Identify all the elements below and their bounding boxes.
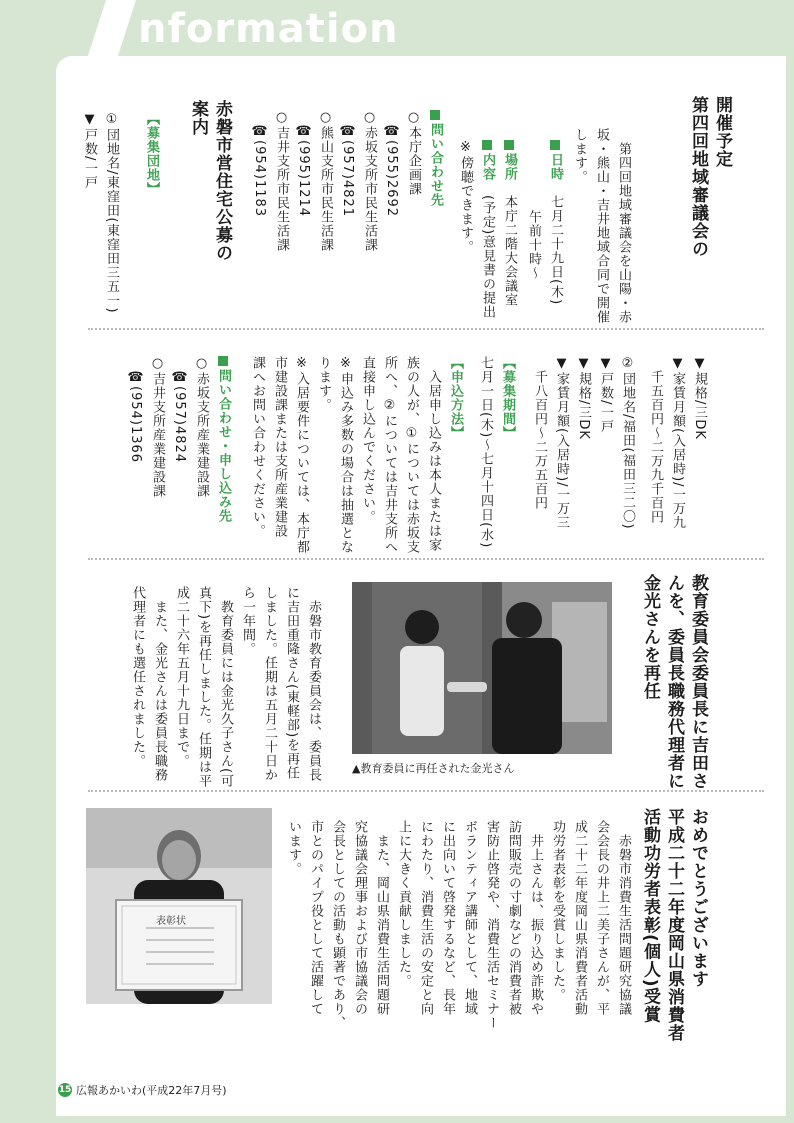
- s1-contact-4: ☎(957)4821: [340, 110, 355, 218]
- s1-contact-5: ○熊山支所市民生活課: [318, 110, 333, 252]
- green-square: [504, 140, 514, 150]
- s1-content-value: (予定)意見書の提出: [480, 195, 495, 320]
- s2-apply-label: 【申込方法】: [448, 356, 463, 440]
- s2-title-line1: 赤磐市営住宅公募の: [212, 100, 232, 262]
- page-number: 15: [58, 1085, 72, 1095]
- s2-contact: [212, 356, 234, 523]
- s3-body-4: ら一年間。: [240, 586, 255, 656]
- s1-date-label: 日時: [548, 153, 563, 181]
- s1-contact-1: ○本庁企画課: [406, 110, 421, 196]
- s4-title-line3: 活動功労者表彰(個人)受賞: [640, 808, 660, 1024]
- green-square: [430, 110, 440, 120]
- s1-body-3: します。: [572, 128, 587, 184]
- s1-content-label: 内容: [480, 153, 495, 181]
- s3-body-8: また、金光さんは委員長職務: [152, 586, 167, 782]
- s3-title-line2: んを、委員長職務代理者に: [664, 574, 684, 790]
- s2-contact-4: ☎(954)1366: [128, 356, 143, 464]
- photo-inoue-illustration: [86, 808, 272, 1004]
- s1-body-2: 坂・熊山・吉井地域合同で開催: [594, 128, 609, 324]
- s2-contact-3: ○吉井支所産業建設課: [150, 356, 165, 498]
- s2-period-value: 七月一日(木)～七月十四日(水): [478, 356, 493, 549]
- green-square: [482, 140, 492, 150]
- divider: [88, 328, 764, 330]
- s1-place-label: 場所: [502, 153, 517, 181]
- divider: [88, 790, 764, 792]
- s3-body-9: 代理者にも選任されました。: [130, 586, 145, 768]
- s2-contact-1: ○赤坂支所産業建設課: [194, 356, 209, 498]
- s1-date: [544, 140, 566, 305]
- s2-spec2: ▼規格/三DK: [576, 356, 591, 440]
- s1-time: 午前十時～: [526, 210, 541, 280]
- footer: [58, 1082, 227, 1098]
- s4-body-3: 成二十二年度岡山県消費者活動: [572, 820, 587, 1016]
- s4-body-16: います。: [286, 820, 301, 876]
- s1-content: [476, 140, 498, 319]
- s2-period-label: 【募集期間】: [500, 356, 515, 440]
- s1-contact-6: ☎(995)1214: [296, 110, 311, 218]
- s2-apply-7: ※入居要件については、本庁都: [294, 356, 309, 554]
- s3-caption: ▲教育委員に再任された金光さん: [352, 762, 515, 775]
- s4-body-6: 訪問販売の寸劇などの消費者被: [506, 820, 521, 1016]
- s1-title-line2: 開催予定: [712, 96, 732, 168]
- s2-item2-units: ▼戸数/一戸: [598, 356, 613, 434]
- s1-body-1: 第四回地域審議会を山陽・赤: [616, 128, 631, 324]
- divider: [88, 558, 764, 560]
- s2-rent1-l2: 千五百円～二万九千百円: [648, 356, 663, 524]
- s1-contact-2: ☎(955)2692: [384, 110, 399, 218]
- photo-inoue: [86, 808, 272, 1004]
- s2-apply-5: ※申込み多数の場合は抽選とな: [338, 356, 353, 554]
- s1-contact-label: 問い合わせ先: [428, 123, 443, 207]
- photo-kanemitsu: [352, 582, 612, 754]
- s3-body-3: しました。任期は五月二十日か: [262, 586, 277, 782]
- s1-contact-8: ☎(954)1183: [252, 110, 267, 218]
- s3-body-6: 真下)を再任しました。任期は平: [196, 586, 211, 789]
- s2-item1: ①団地名/東窪田(東窪田三五一): [104, 112, 119, 314]
- s4-body-5: 井上さんは、振り込め詐欺や: [528, 820, 543, 1016]
- s2-item2: ②団地名/福田(福田三二〇): [620, 356, 635, 530]
- s3-title-line1: 教育委員会委員長に吉田さ: [688, 574, 708, 790]
- s4-title-line1: おめでとうございます: [688, 808, 708, 988]
- s2-recruit-label: 【募集団地】: [144, 112, 159, 196]
- s2-rent2-l2: 千八百円～二万五百円: [532, 356, 547, 510]
- s1-contact-3: ○赤坂支所市民生活課: [362, 110, 377, 252]
- s1-contact-7: ○吉井支所市民生活課: [274, 110, 289, 252]
- s2-rent2-l1: ▼家賃月額(入居時)/一万三: [554, 356, 569, 530]
- s3-body-1: 赤磐市教育委員会は、委員長: [306, 586, 321, 782]
- s2-title-line2: 案内: [188, 100, 208, 136]
- s4-body-1: 赤磐市消費生活問題研究協議: [616, 820, 631, 1016]
- s4-body-4: 功労者表彰を受賞しました。: [550, 820, 565, 1002]
- s1-contact: [424, 110, 446, 207]
- s2-contact-label: 問い合わせ・申し込み先: [216, 369, 231, 523]
- s2-apply-8: 市建設課または支所産業建設: [272, 356, 287, 538]
- s3-body-7: 成二十六年五月十九日まで。: [174, 586, 189, 768]
- s2-apply-6: ります。: [316, 356, 331, 412]
- s2-item1-units: ▼戸数/一戸: [82, 112, 97, 190]
- certificate-title: 表彰状: [156, 916, 186, 927]
- s1-title-line1: 第四回地域審議会の: [688, 96, 708, 258]
- footer-text: 広報あかいわ(平成22年7月号): [76, 1084, 227, 1097]
- s4-body-7: 害防止啓発や、消費生活セミナー: [484, 820, 499, 1030]
- s2-apply-9: 課へお問い合わせください。: [250, 356, 265, 538]
- s4-body-12: また、岡山県消費生活問題研: [374, 820, 389, 1016]
- s1-place-value: 本庁二階大会議室: [502, 195, 517, 307]
- s2-spec1: ▼規格/三DK: [692, 356, 707, 440]
- s3-body-5: 教育委員には金光久子さん(可: [218, 586, 233, 789]
- s2-apply-4: 直接申し込んでください。: [360, 356, 375, 524]
- s2-apply-1: 入居申し込みは本人または家: [426, 356, 441, 552]
- s1-date-value: 七月二十九日(木): [548, 195, 563, 306]
- s1-note: ※傍聴できます。: [458, 140, 473, 254]
- s4-body-14: 会長としての活動も顕著であり、: [330, 820, 345, 1030]
- s4-body-10: にわたり、消費生活の安定と向: [418, 820, 433, 1016]
- s1-place: [498, 140, 520, 307]
- s3-title-line3: 金光さんを再任: [640, 574, 660, 700]
- s4-body-15: 市とのパイプ役として活躍して: [308, 820, 323, 1016]
- s4-body-9: に出向いて啓発するなど、長年: [440, 820, 455, 1016]
- s4-title-line2: 平成二十二年度岡山県消費者: [664, 808, 684, 1042]
- s3-body-2: に吉田重隆さん(東軽部)を再任: [284, 586, 299, 781]
- page-title: nformation: [138, 6, 399, 52]
- s4-body-8: ボランティア講師として、地域: [462, 820, 477, 1016]
- photo-kanemitsu-illustration: [352, 582, 612, 754]
- s4-body-2: 会会長の井上二美子さんが、平: [594, 820, 609, 1016]
- green-square: [218, 356, 228, 366]
- s2-apply-3: 所へ、②については吉井支所へ: [382, 356, 397, 554]
- green-square: [550, 140, 560, 150]
- s2-apply-2: 族の人が、①については赤坂支: [404, 356, 419, 554]
- s2-contact-2: ☎(957)4824: [172, 356, 187, 464]
- s2-rent1-l1: ▼家賃月額(入居時)/一万九: [670, 356, 685, 530]
- s4-body-13: 究協議会理事および市協議会の: [352, 820, 367, 1016]
- s4-body-11: 上に大きく貢献しました。: [396, 820, 411, 988]
